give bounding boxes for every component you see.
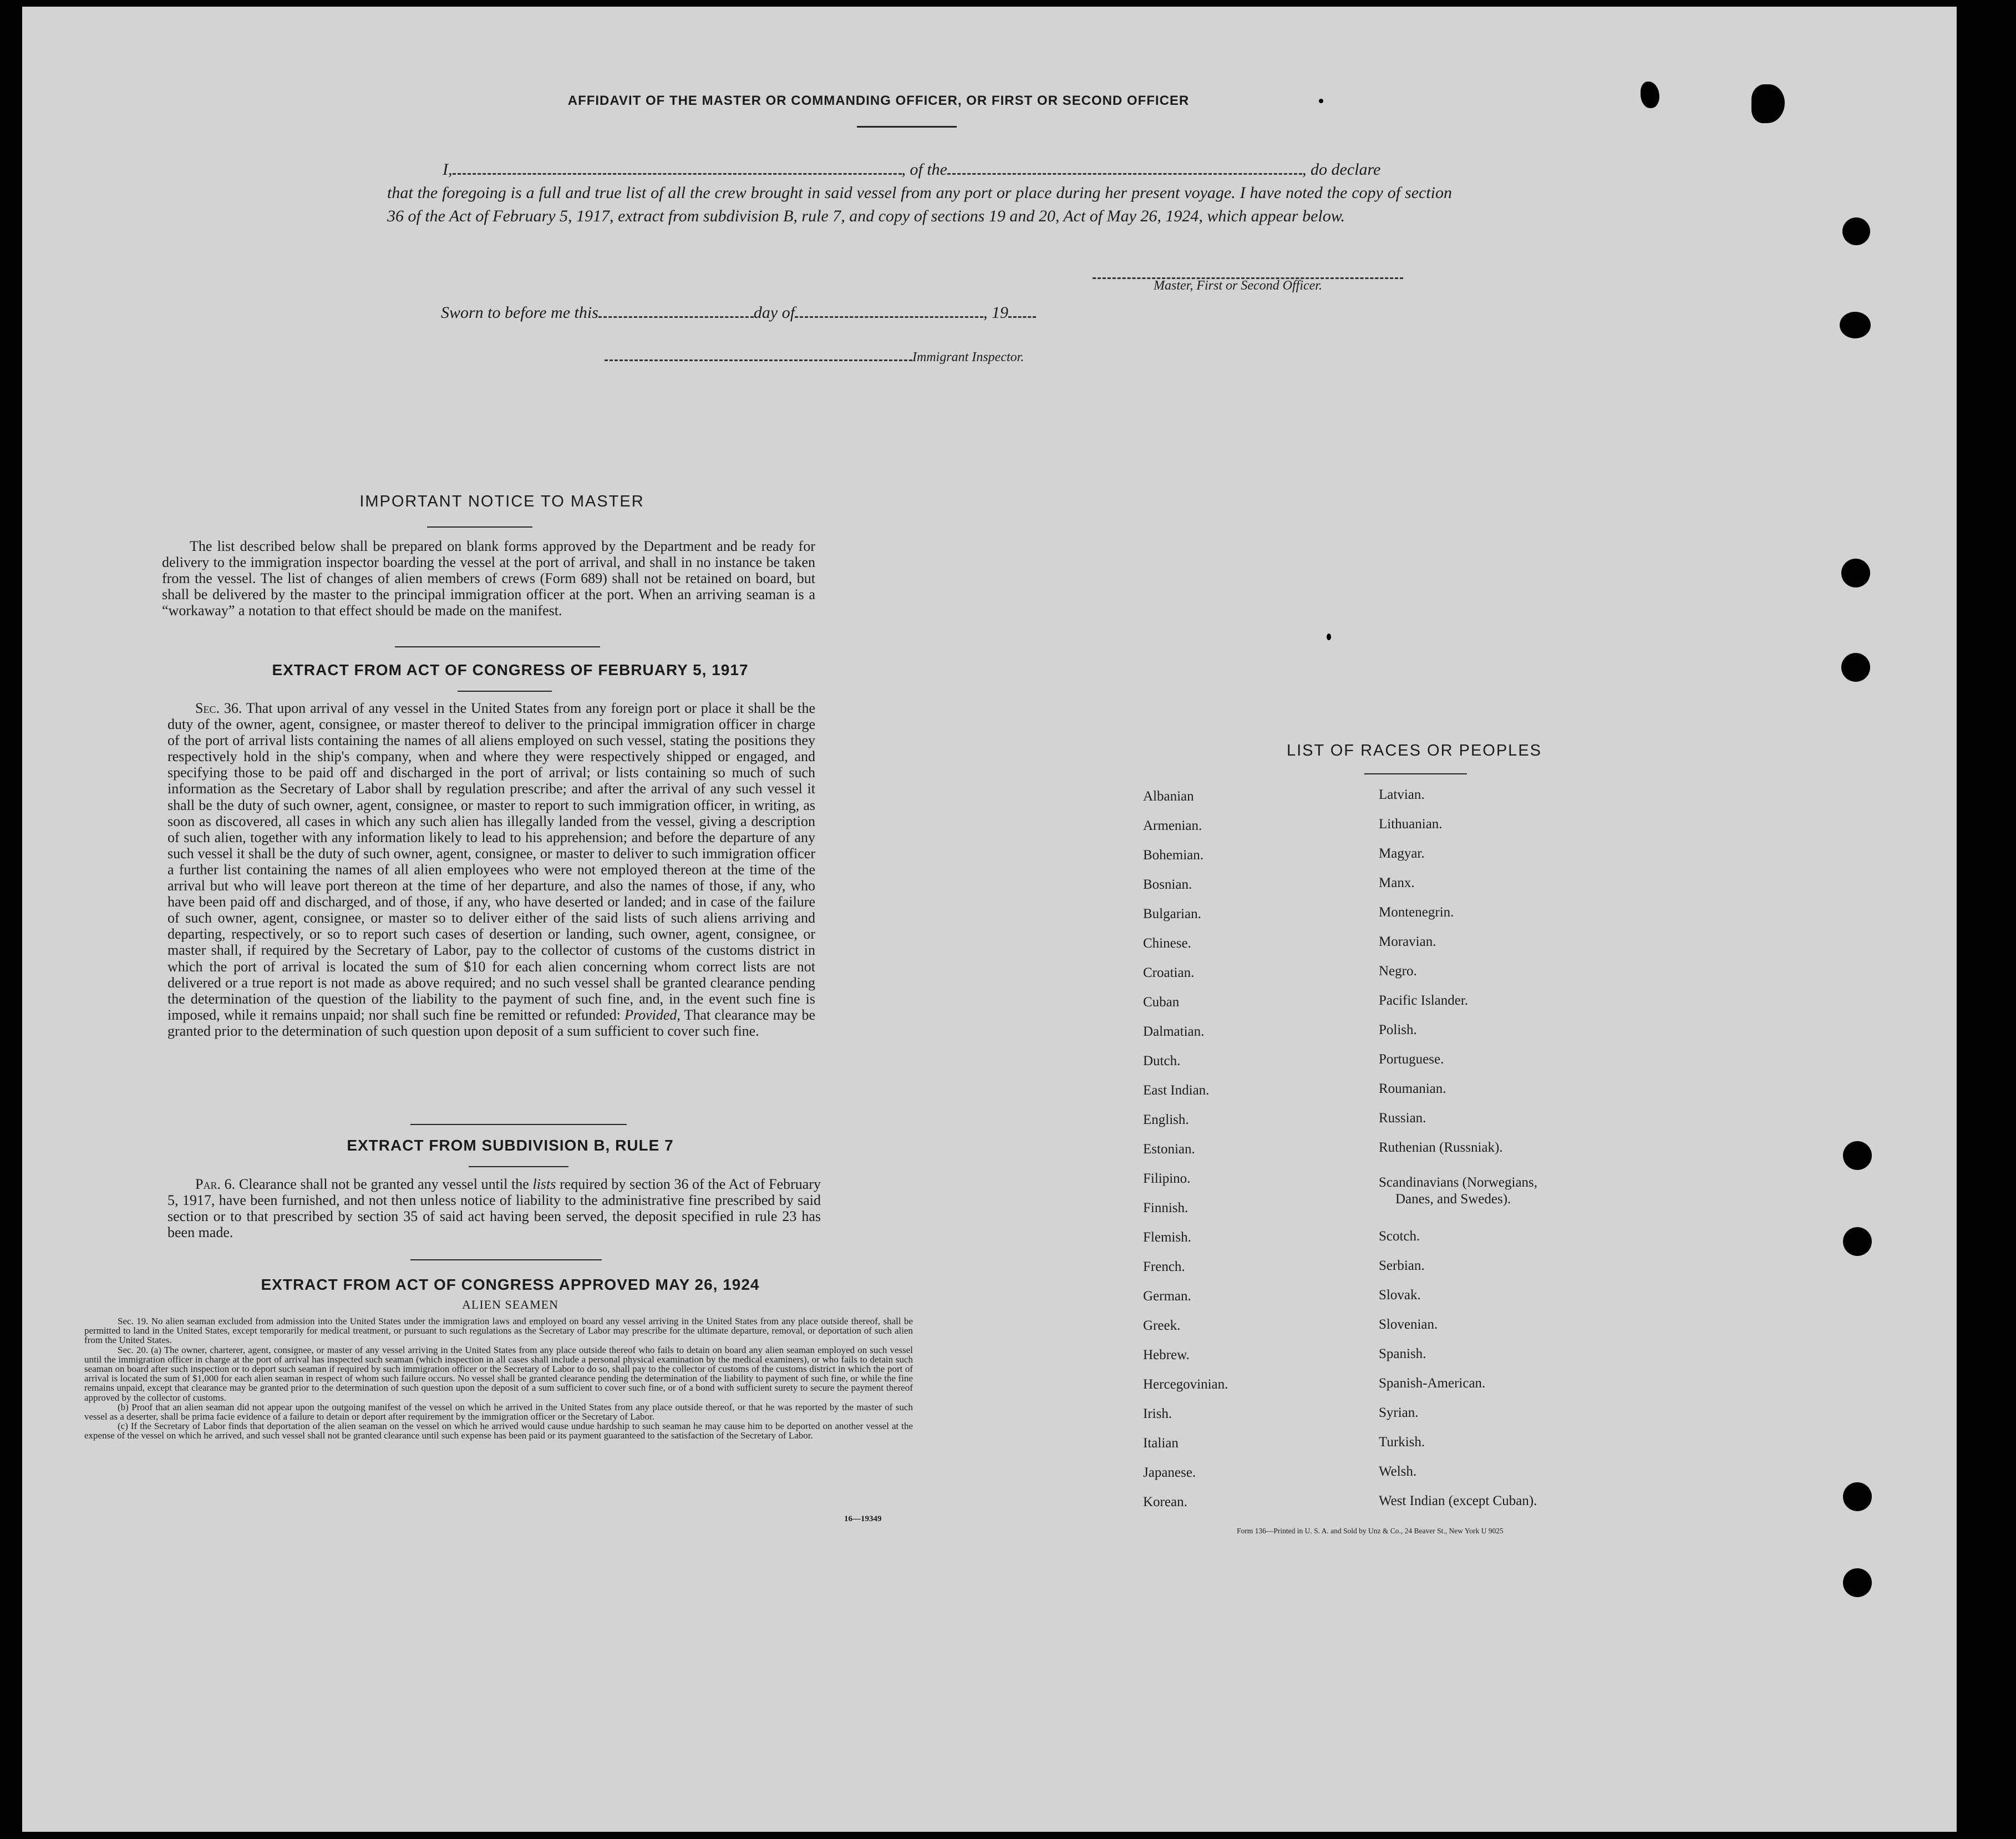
- race-item: Flemish.: [1143, 1230, 1191, 1245]
- race-item: Roumanian.: [1379, 1081, 1446, 1096]
- race-item: Estonian.: [1143, 1142, 1195, 1157]
- race-item: Slovenian.: [1379, 1317, 1438, 1332]
- sworn-label: Sworn to before me this: [441, 303, 598, 322]
- race-item: Spanish-American.: [1379, 1376, 1486, 1391]
- race-item: Filipino.: [1143, 1171, 1191, 1186]
- punch-hole-mark: [1841, 653, 1870, 682]
- sworn-line: [441, 301, 1036, 322]
- race-item: Bosnian.: [1143, 877, 1192, 892]
- scan-edge-right: [1957, 0, 2016, 1839]
- master-signature-label: Master, First or Second Officer.: [1154, 278, 1322, 293]
- race-item: Ruthenian (Russniak).: [1379, 1140, 1503, 1155]
- rule7-end-rule: [410, 1259, 602, 1260]
- vessel-field[interactable]: [947, 158, 1302, 175]
- name-field[interactable]: [453, 158, 902, 175]
- rule7-rule: [469, 1166, 568, 1167]
- race-item: Albanian: [1143, 789, 1194, 804]
- declaration-body: that the foregoing is a full and true list of all the crew brought in said vessel from any port or place during her present voyage. I have noted the copy of section 36 of the Act of February 5, 1917, extract from subdivision B, rule 7, and copy of sections 19 and 20, Act of May 26, 1924, which appear below.: [387, 184, 1452, 225]
- race-item: Moravian.: [1379, 934, 1436, 949]
- extract1917-end-rule: [410, 1124, 627, 1125]
- race-item: Danes, and Swedes).: [1395, 1192, 1511, 1207]
- sec20b-text: (b) Proof that an alien seaman did not appear upon the outgoing manifest of the vessel on which he arrived in the United States from any place outside thereof, or that he was reported by the master of such vessel as a deserter, shall be prima facie evidence of a failure to detain or deport after requirement by the immigration officer or the Secretary of Labor.: [84, 1401, 913, 1422]
- race-item: Scotch.: [1379, 1229, 1420, 1244]
- race-item: Negro.: [1379, 964, 1417, 979]
- provided-label: Provided,: [624, 1006, 681, 1023]
- race-item: Magyar.: [1379, 846, 1425, 861]
- punch-hole-mark: [1840, 312, 1871, 338]
- sworn-day-field[interactable]: [598, 301, 754, 318]
- race-item: Montenegrin.: [1379, 905, 1454, 920]
- master-signature-line[interactable]: [1093, 262, 1403, 279]
- races-title: LIST OF RACES OR PEOPLES: [1286, 742, 1542, 759]
- form-code: 16—19349: [844, 1514, 882, 1523]
- notice-end-rule: [395, 646, 600, 647]
- extract1924-subtitle: ALIEN SEAMEN: [462, 1298, 558, 1311]
- race-item: Cuban: [1143, 995, 1180, 1010]
- notice-title: IMPORTANT NOTICE TO MASTER: [359, 493, 644, 510]
- race-item: Slovak.: [1379, 1288, 1421, 1303]
- sec20a-text: Sec. 20. (a) The owner, charterer, agent, consignee, or master of any vessel arriving in the United States from any place outside thereof who fails to detain on board any alien seaman employed on such vessel until the immigration officer in charge at the port of arrival has inspected such seaman (which inspection in all cases shall include a personal physical examination by the medical examiners), or who fails to detain such seaman on board after such inspection or to deport such seaman if required by such immigration officer or the Secretary of Labor to do so, shall pay to the collector of customs of the customs district in which the port of arrival is located the sum of $1,000 for each alien seaman in respect of whom such failure occurs. No vessel shall be granted clearance pending the determination of the liability to payment of such fine, or while the fine remains unpaid, except that clearance may be granted prior to the determination of such question upon the deposit of a sum sufficient to cover such fine, or of a bond with sufficient surety to secure the payment thereof approved by the collector of customs.: [84, 1344, 913, 1403]
- rule7-title: EXTRACT FROM SUBDIVISION B, RULE 7: [347, 1137, 674, 1154]
- punch-hole-mark: [1641, 82, 1659, 108]
- i-label: I,: [443, 160, 453, 179]
- race-item: Serbian.: [1379, 1258, 1425, 1273]
- do-declare-label: , do declare: [1302, 160, 1381, 179]
- sec20c-text: (c) If the Secretary of Labor finds that deportation of the alien seaman on the vessel on which he arrived would cause undue hardship to such seaman he may cause him to be deported on another vessel at the expense of the vessel on which he arrived, and such vessel shall not be granted clearance until such expense has been paid or its payment guaranteed to the satisfaction of the Secretary of Labor.: [84, 1421, 913, 1441]
- race-item: Russian.: [1379, 1111, 1426, 1126]
- race-item: Dutch.: [1143, 1053, 1181, 1068]
- race-item: Scandinavians (Norwegians,: [1379, 1175, 1538, 1190]
- lists-word: lists: [532, 1176, 556, 1192]
- race-item: Chinese.: [1143, 936, 1191, 951]
- inspector-signature-field[interactable]: [605, 344, 912, 361]
- race-item: Lithuanian.: [1379, 817, 1443, 832]
- race-item: Portuguese.: [1379, 1052, 1444, 1067]
- sec36-label: Sec. 36.: [195, 700, 242, 716]
- race-item: Manx.: [1379, 875, 1415, 890]
- sworn-month-field[interactable]: [795, 301, 983, 318]
- form-page: [22, 7, 1957, 1832]
- notice-rule: [427, 526, 532, 528]
- race-item: Japanese.: [1143, 1465, 1196, 1480]
- race-item: French.: [1143, 1259, 1185, 1274]
- extract1924-title: EXTRACT FROM ACT OF CONGRESS APPROVED MAY 26, 1924: [261, 1276, 760, 1293]
- rule7-body: [167, 1176, 821, 1240]
- race-item: English.: [1143, 1112, 1189, 1127]
- race-item: East Indian.: [1143, 1083, 1210, 1098]
- extract1917-title: EXTRACT FROM ACT OF CONGRESS OF FEBRUARY 5, 1917: [272, 661, 749, 678]
- race-item: Armenian.: [1143, 818, 1202, 833]
- of-the-label: , of the: [901, 160, 947, 179]
- ink-speck: [1327, 634, 1331, 640]
- par6-label: Par. 6.: [195, 1176, 236, 1192]
- race-item: Latvian.: [1379, 787, 1425, 802]
- punch-hole-mark: [1751, 84, 1785, 123]
- race-item: Turkish.: [1379, 1435, 1425, 1450]
- extract1924-body: [84, 1316, 913, 1441]
- race-item: Korean.: [1143, 1494, 1187, 1509]
- year-label: , 19: [983, 303, 1009, 322]
- race-item: Irish.: [1143, 1406, 1172, 1421]
- races-rule: [1364, 773, 1467, 774]
- race-item: Pacific Islander.: [1379, 993, 1469, 1008]
- ink-speck: [1319, 99, 1323, 103]
- inspector-line: [605, 344, 1024, 365]
- race-item: Hercegovinian.: [1143, 1377, 1228, 1392]
- race-item: Syrian.: [1379, 1405, 1419, 1420]
- extract1917-rule: [458, 691, 552, 692]
- race-item: Spanish.: [1379, 1346, 1426, 1361]
- inspector-label: Immigrant Inspector.: [912, 350, 1024, 364]
- race-item: Finnish.: [1143, 1200, 1189, 1215]
- race-item: Welsh.: [1379, 1464, 1417, 1479]
- race-item: Bulgarian.: [1143, 906, 1201, 921]
- punch-hole-mark: [1843, 1227, 1872, 1256]
- race-item: Hebrew.: [1143, 1347, 1190, 1362]
- race-item: Dalmatian.: [1143, 1024, 1205, 1039]
- affidavit-title: AFFIDAVIT OF THE MASTER OR COMMANDING OFFICER, OR FIRST OR SECOND OFFICER: [567, 93, 1190, 108]
- punch-hole-mark: [1843, 1568, 1872, 1597]
- notice-body: The list described below shall be prepared on blank forms approved by the Department and be ready for delivery to the immigration inspector boarding the vessel at the port of arrival, and shall in no instance be taken from the vessel. The list of changes of alien members of crews (Form 689) shall not be retained on board, but shall be delivered by the master to the principal immigration officer at the port. When an arriving seaman is a “workaway” a notation to that effect should be made on the manifest.: [162, 538, 815, 619]
- sec36-text: That upon arrival of any vessel in the United States from any foreign port or place it shall be the duty of the owner, agent, consignee, or master thereof to deliver to the principal immigration officer in charge of the port of arrival lists containing the names of all aliens employed on such vessel, stating the positions they respectively hold in the ship's company, when and where they were respectively shipped or engaged, and specifying those to be paid off and discharged in the port of arrival; or lists containing so much of such information as the Secretary of Labor shall by regulation prescribe; and after the arrival of any such vessel it shall be the duty of such owner, agent, consignee, or master to report to such immigration officer, in writing, as soon as discovered, all cases in which any such alien has illegally landed from the vessel, giving a description of such alien, together with any information likely to lead to his apprehension; and before the departure of any such vessel it shall be the duty of such owner, agent, consignee, or master to deliver to such immigration officer a further list containing the names of all alien employees who were not employed thereon at the time of the arrival but who will leave port thereon at the time of her departure, and also the names of those, if any, who have been paid off and discharged, and of those, if any, who have deserted or landed; and in case of the failure of such owner, agent, consignee, or master so to deliver either of the said lists of such aliens arriving and departing, respectively, or so to report such cases of desertion or landing, such owner, agent, consignee, or master shall, if required by the Secretary of Labor, pay to the collector of customs of the customs district in which the port of arrival is located the sum of $10 for each alien concerning whom correct lists are not delivered or a true report is not made as above required; and no such vessel shall be granted clearance pending the determination of the question of the liability to the payment of such fine, and, in the event such fine is imposed, while it remains unpaid; nor shall such fine be remitted or refunded:: [167, 700, 816, 1023]
- race-item: Greek.: [1143, 1318, 1181, 1333]
- punch-hole-mark: [1841, 559, 1870, 587]
- race-item: Bohemian.: [1143, 848, 1204, 863]
- extract1917-body: [167, 700, 815, 1039]
- race-item: West Indian (except Cuban).: [1379, 1493, 1537, 1508]
- punch-hole-mark: [1843, 1141, 1872, 1170]
- sec19-text: Sec. 19. No alien seaman excluded from admission into the United States under the immigration laws and employed on board any vessel arriving in the United States from any place outside thereof, shall be permitted to land in the United States, except temporarily for medical treatment, or pursuant to such regulations as the Secretary of Labor may prescribe for the ultimate departure, removal, or deportation of such alien from the United States.: [84, 1316, 913, 1346]
- par6-text-b: required by section 36 of the Act of February 5, 1917, have been furnished, and not then unless notice of liability to the administrative fine prescribed by said section or to that prescribed by section 35 of said act having been served, the deposit specified in rule 23 has been made.: [167, 1176, 821, 1240]
- punch-hole-mark: [1842, 217, 1870, 245]
- par6-text-a: Clearance shall not be granted any vessel until the: [238, 1176, 529, 1192]
- race-item: Polish.: [1379, 1022, 1417, 1037]
- day-of-label: day of: [753, 303, 795, 322]
- sworn-year-field[interactable]: [1008, 301, 1036, 318]
- sec36-text-end: That clearance may be granted prior to the determination of such question upon deposit of a sum sufficient to cover such fine.: [167, 1006, 816, 1039]
- title-rule: [857, 126, 957, 128]
- punch-hole-mark: [1843, 1482, 1872, 1511]
- race-item: Italian: [1143, 1436, 1179, 1451]
- printer-imprint: Form 136—Printed in U. S. A. and Sold by Unz & Co., 24 Beaver St., New York U 9025: [1237, 1527, 1504, 1535]
- affidavit-declaration: [387, 158, 1458, 228]
- race-item: Croatian.: [1143, 965, 1195, 980]
- race-item: German.: [1143, 1289, 1191, 1304]
